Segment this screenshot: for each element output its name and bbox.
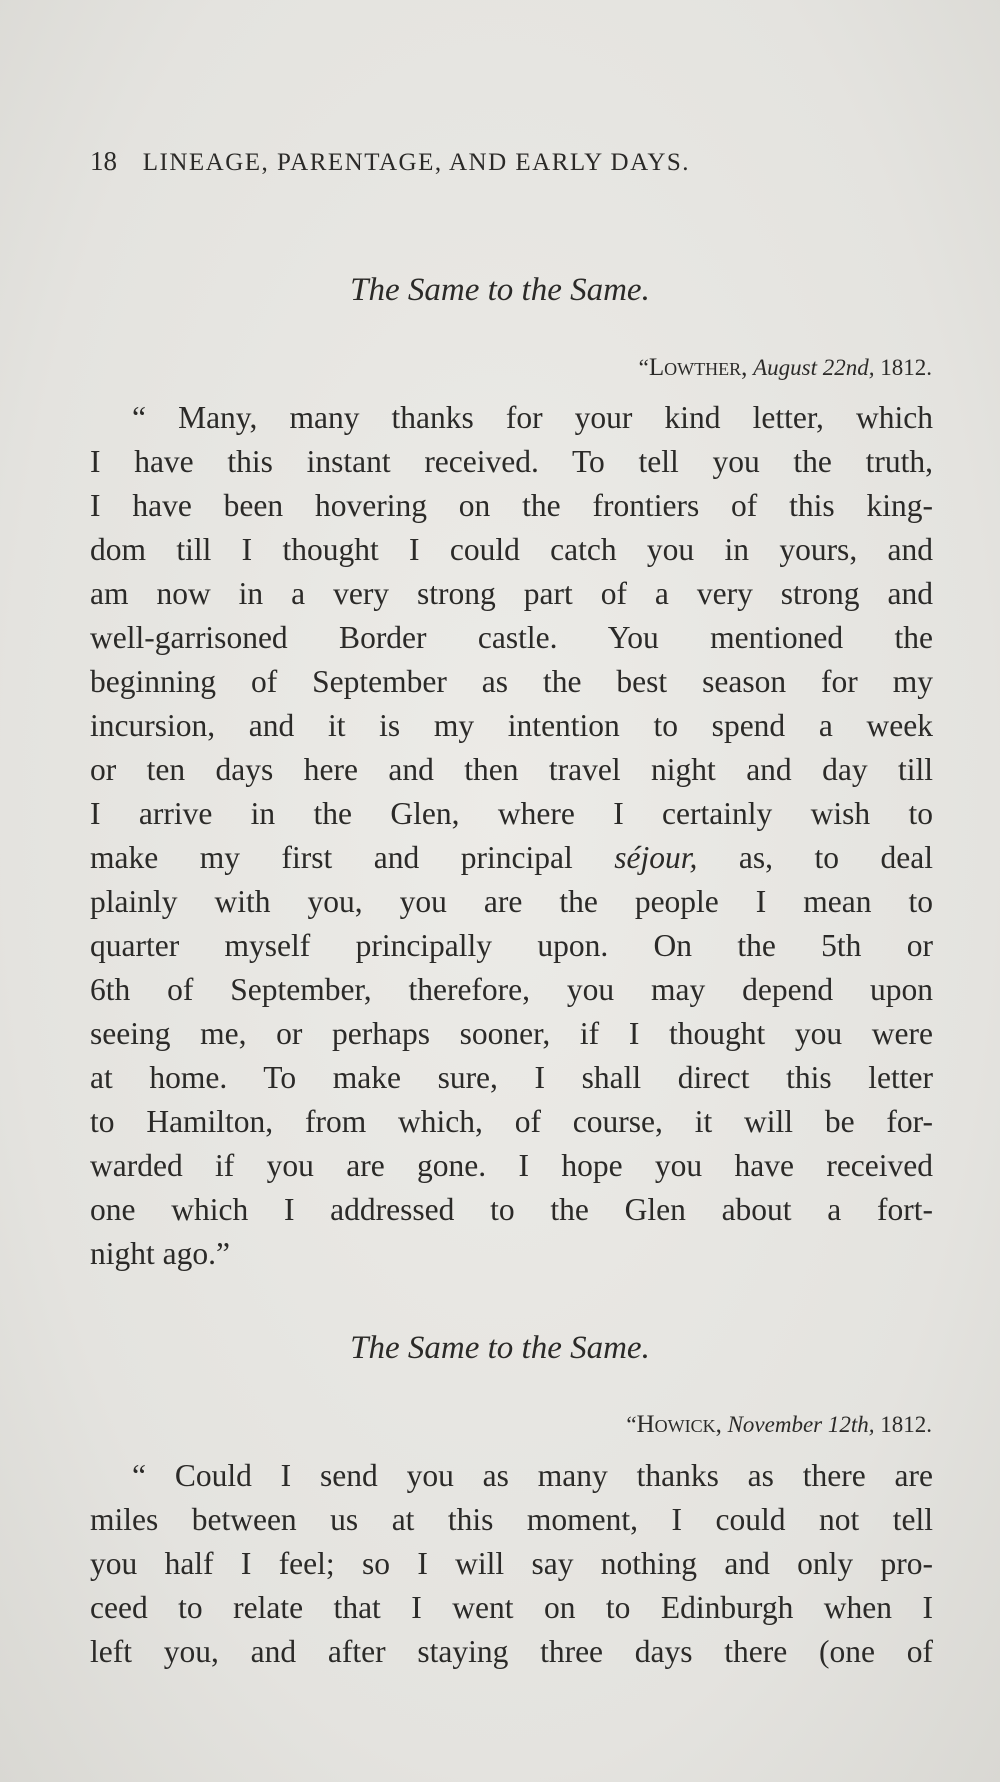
body-line: I arrive in the Glen, where I certainly wish to: [90, 796, 933, 831]
body-line: well-garrisoned Border castle. You mentioned the: [90, 620, 933, 655]
body-line-part: as, to deal: [738, 840, 933, 875]
letter-2-dateline: [626, 1411, 932, 1439]
body-line: “ Could I send you as many thanks as there are: [132, 1458, 933, 1493]
body-line: beginning of September as the best season for my: [90, 664, 933, 699]
dateline-place: Lowther,: [648, 354, 748, 381]
body-line: incursion, and it is my intention to spend a week: [90, 708, 933, 743]
body-line: miles between us at this moment, I could not tell: [90, 1502, 933, 1537]
body-line: seeing me, or perhaps sooner, if I thought you were: [90, 1016, 933, 1051]
letter-1-title: The Same to the Same.: [350, 272, 650, 308]
dateline-open-quote: “: [626, 1412, 637, 1437]
italic-word: séjour,: [614, 840, 698, 875]
dateline-month-day: August 22nd,: [753, 355, 875, 380]
letter-1-body: [90, 396, 933, 1276]
dateline-place: Howick,: [636, 1411, 722, 1438]
body-line: to Hamilton, from which, of course, it will be for-: [90, 1104, 933, 1139]
running-title: LINEAGE, PARENTAGE, AND EARLY DAYS.: [142, 149, 691, 176]
body-line: am now in a very strong part of a very strong and: [90, 576, 933, 611]
body-line: [90, 836, 933, 880]
running-header: [90, 146, 930, 177]
body-line: left you, and after staying three days there (one of: [90, 1634, 933, 1669]
body-line: ceed to relate that I went on to Edinburgh when I: [90, 1590, 933, 1625]
body-line: warded if you are gone. I hope you have received: [90, 1148, 933, 1183]
dateline-year: 1812.: [880, 1412, 932, 1437]
letter-1-dateline: [639, 354, 932, 382]
body-line: I have this instant received. To tell you the truth,: [90, 444, 933, 479]
body-line: you half I feel; so I will say nothing and only pro-: [90, 1546, 933, 1581]
body-line: dom till I thought I could catch you in yours, and: [90, 532, 933, 567]
body-line: at home. To make sure, I shall direct this letter: [90, 1060, 933, 1095]
body-line: quarter myself principally upon. On the 5th or: [90, 928, 933, 963]
letter-2-body: [90, 1454, 933, 1674]
body-line: or ten days here and then travel night and day till: [90, 752, 933, 787]
page-number: 18: [90, 146, 117, 176]
body-line: plainly with you, you are the people I mean to: [90, 884, 933, 919]
body-line: one which I addressed to the Glen about a fort-: [90, 1192, 933, 1227]
letter-2-title: The Same to the Same.: [350, 1330, 650, 1366]
body-line-part: make my first and principal: [90, 840, 573, 875]
body-line: 6th of September, therefore, you may depend upon: [90, 972, 933, 1007]
body-line: night ago.”: [90, 1236, 230, 1271]
body-line: “ Many, many thanks for your kind letter, which: [132, 400, 933, 435]
body-line: I have been hovering on the frontiers of this king-: [90, 488, 933, 523]
dateline-open-quote: “: [638, 355, 649, 380]
dateline-year: 1812.: [880, 355, 932, 380]
dateline-month-day: November 12th,: [727, 1412, 875, 1437]
